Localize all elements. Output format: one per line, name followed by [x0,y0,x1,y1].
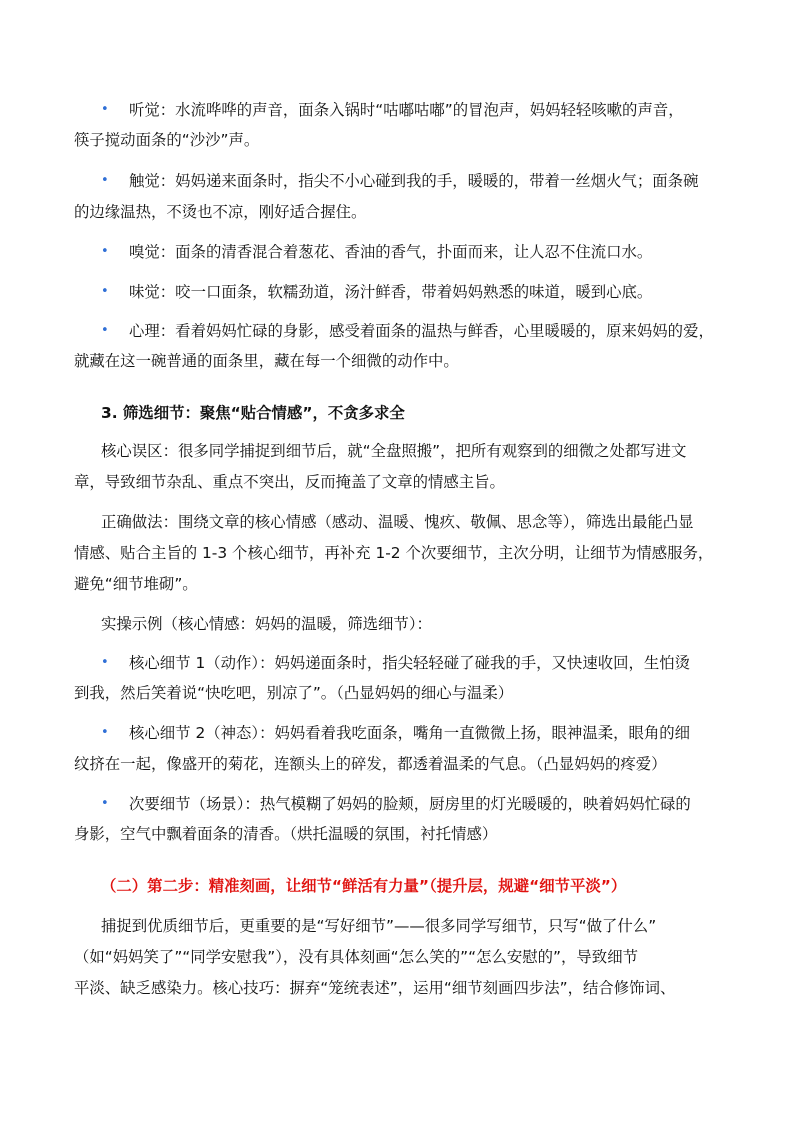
closing-line-2: （如“妈妈笑了”“同学安慰我”），没有具体刻画“怎么笑的”“怎么安慰的”，导致细节 [74,948,638,966]
sense-taste-line: 味觉：咬一口面条，软糯劲道，汤汁鲜香，带着妈妈熟悉的味道，暖到心底。 [129,283,653,301]
bullet-icon: • [101,244,109,259]
sense-smell-line: 嗅觉：面条的清香混合着葱花、香油的香气，扑面而来，让人忍不住流口水。 [129,243,653,261]
example-core1-line-1: 核心细节 1（动作）：妈妈递面条时，指尖轻轻碰了碰我的手，又快速收回，生怕烫 [129,654,691,672]
closing-line-3: 平淡、缺乏感染力。核心技巧：摒弃“笼统表述”，运用“细节刻画四步法”，结合修饰词、 [74,979,676,997]
mistake-line-2: 章，导致细节杂乱、重点不突出，反而掩盖了文章的情感主旨。 [74,473,505,491]
example-secondary-line-2: 身影，空气中飘着面条的清香。（烘托温暖的氛围，衬托情感） [74,825,498,843]
correct-line-2: 情感、贴合主旨的 1-3 个核心细节，再补充 1-2 个次要细节，主次分明，让细节为情感服务， [74,544,714,562]
bullet-icon: • [101,102,109,117]
section2-heading: （二）第二步：精准刻画，让细节“鲜活有力量”（提升层，规避“细节平淡”） [101,877,627,895]
correct-line-1: 正确做法：围绕文章的核心情感（感动、温暖、愧疚、敬佩、思念等），筛选出最能凸显 [101,513,694,531]
correct-line-3: 避免“细节堆砌”。 [74,575,198,593]
bullet-icon: • [101,323,109,338]
bullet-icon: • [101,655,109,670]
bullet-icon: • [101,796,109,811]
sense-hearing-line-1: 听觉：水流哗哗的声音，面条入锅时“咕嘟咕嘟”的冒泡声，妈妈轻轻咳嗽的声音， [129,101,684,119]
example-core2-line-1: 核心细节 2（神态）：妈妈看着我吃面条，嘴角一直微微上扬，眼神温柔，眼角的细 [129,724,691,742]
sense-mind-line-1: 心理：看着妈妈忙碌的身影，感受着面条的温热与鲜香，心里暖暖的，原来妈妈的爱， [129,322,714,340]
example-secondary-line-1: 次要细节（场景）：热气模糊了妈妈的脸颊，厨房里的灯光暖暖的，映着妈妈忙碌的 [129,795,691,813]
sense-touch-line-1: 触觉：妈妈递来面条时，指尖不小心碰到我的手，暖暖的，带着一丝烟火气；面条碗 [129,172,699,190]
bullet-icon: • [101,725,109,740]
closing-line-1: 捕捉到优质细节后，更重要的是“写好细节”——很多同学写细节，只写“做了什么” [101,917,657,935]
bullet-icon: • [101,284,109,299]
bullet-icon: • [101,173,109,188]
example-intro: 实操示例（核心情感：妈妈的温暖，筛选细节）： [101,615,432,633]
sense-touch-line-2: 的边缘温热，不烫也不凉，刚好适合握住。 [74,203,367,221]
example-core1-line-2: 到我，然后笑着说“快吃吧，别凉了”。（凸显妈妈的细心与温柔） [74,684,514,702]
mistake-line-1: 核心误区：很多同学捕捉到细节后，就“全盘照搬”，把所有观察到的细微之处都写进文 [101,442,687,460]
example-core2-line-2: 纹挤在一起，像盛开的菊花，连额头上的碎发，都透着温柔的气息。（凸显妈妈的疼爱） [74,755,667,773]
sense-mind-line-2: 就藏在这一碗普通的面条里，藏在每一个细微的动作中。 [74,352,459,370]
sense-hearing-line-2: 筷子搅动面条的“沙沙”声。 [74,131,260,149]
step3-heading: 3. 筛选细节：聚焦“贴合情感”，不贪多求全 [101,404,405,422]
